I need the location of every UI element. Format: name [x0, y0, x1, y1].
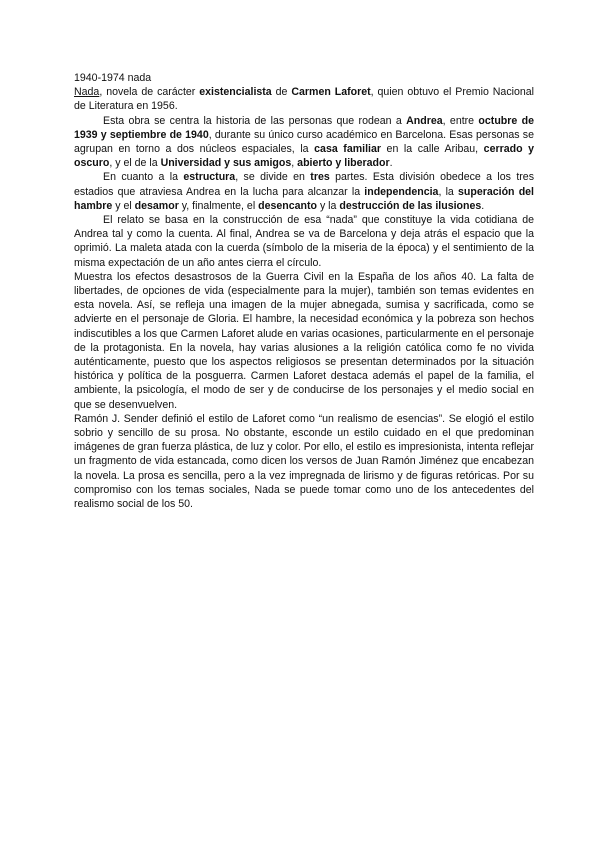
- paragraph-story: Esta obra se centra la historia de las personas que rodean a Andrea, entre octubre de 1939 y septiembre de 1940, durante su único curso académico en Barcelona. Esas personas se agrupan en torno a dos núcleos espaciales, la casa familiar en la calle Aribau, cerrado y oscuro, y el de la Universidad y sus amigos, abierto y liberador.: [74, 114, 535, 170]
- paragraph-narrative: El relato se basa en la construcción de esa “nada” que constituye la vida cotidiana de Andrea tal y como la cuenta. Al final, Andrea se va de Barcelona y deja atrás el espacio que la oprimió. La maleta atada con la cuerda (símbolo de la miseria de la época) y el sentimiento de la misma expectación de un año antes cierra el círculo.: [74, 214, 534, 269]
- paragraph-themes: Muestra los efectos desastrosos de la Guerra Civil en la España de los años 40. La falta de libertades, de opciones de vida (especialmente para la mujer), también son temas evidentes en esta novela. Así, se refleja una imagen de la mujer abnegada, sumisa y sacrificada, como se advierte en el personaje de Gloria. El hambre, la necesidad económica y la pobreza son hechos indiscutibles a los que Carmen Laforet alude en varias ocasiones, particularmente en el personaje de la protagonista. En la novela, hay varias alusiones a la religión católica como fe no vivida auténticamente, puesto que los aspectos religiosos se presentan determinados por la situación histórica y política de la posguerra. Carmen Laforet destaca además el papel de la familia, el ambiente, la psicología, el modo de ser y de conducirse de los personajes y el medio social en que se desenvuelven.: [74, 270, 534, 411]
- paragraph-intro: Nada, novela de carácter existencialista de Carmen Laforet, quien obtuvo el Premio Nacional de Literatura en 1956.: [74, 86, 535, 113]
- document-body: [74, 71, 534, 511]
- paragraph-structure: En cuanto a la estructura, se divide en tres partes. Esta división obedece a los tres estadios que atraviesa Andrea en la lucha para alcanzar la independencia, la superación del hambre y el desamor y, finalmente, el desencanto y la destrucción de las ilusiones.: [74, 171, 534, 212]
- header-line: 1940-1974 nada: [74, 72, 152, 84]
- paragraph-style: Ramón J. Sender definió el estilo de Laforet como “un realismo de esencias”. Se elogió el estilo sobrio y sencillo de su prosa. No obstante, esconde un estilo cuidado en el que predominan imágenes de gran fuerza plástica, de luz y color. Por ello, el estilo es impresionista, intenta reflejar un fragmento de vida estancada, como dicen los versos de Juan Ramón Jiménez que encabezan la novela. La prosa es sencilla, pero a la vez impregnada de lirismo y de figuras retóricas. Por su compromiso con los temas sociales, Nada se puede tomar como uno de los antecedentes del realismo social de los 50.: [74, 412, 534, 511]
- novel-title-link: Nada: [74, 86, 100, 99]
